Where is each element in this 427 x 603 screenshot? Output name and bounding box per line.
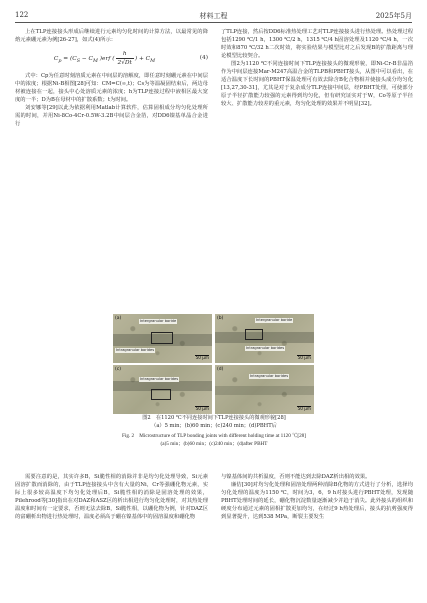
issue-date: 2025年5月: [375, 12, 412, 20]
micrograph-d: [215, 365, 314, 414]
scale-bar: 50 μm: [195, 405, 209, 411]
figure-caption-en: Fig. 2 Microstructure of TLP bonding joints with different holding time at 1120 ℃[28]: [122, 433, 306, 439]
paragraph: 式中：Cp为任意时刻溶质元素在中间层的溶解度，即任意时刻硼元素在中间层中的浓度；根据Ni-B相图[28]可知：CM=C(∞,t)；Cs为等温凝固结束后，两边母材被连接在一起，接头中心处溶质元素的浓度；h为TLP连接过程中液相区最大宽度的一半；D为B在母材中的扩散系数；t为时间。: [15, 73, 208, 104]
right-column-top: [221, 28, 413, 108]
running-header: [0, 0, 427, 24]
right-column-bottom: [221, 473, 413, 521]
label-intragranular-borides: Intragranular borides: [246, 346, 285, 350]
equation-fraction: $\frac{h}{2√Dt}$: [117, 50, 132, 66]
left-column-top: [15, 28, 208, 128]
label-intragranular-borides: Intragranular borides: [250, 374, 289, 378]
micrograph-b: [215, 314, 314, 363]
paragraph: 了TLP连接，然后按DD6标准热处理工艺对TLP连接接头进行热处理。热处理过程包括1290 ℃/1 h，1300 ℃/2 h，1315 ℃/4 h固溶处理及1120 ℃/4 h，一次时效和870 ℃/32 h二次时效，将实验结果与模型比对之后发现B的扩散距离与理论模型比较契合。: [221, 29, 414, 60]
panel-tag: (a): [115, 316, 122, 321]
label-intergranular-boride: Intergranular boride: [256, 318, 293, 322]
equation-4: [15, 47, 208, 69]
header-rule: [15, 22, 412, 23]
figure-caption-cn-sub: （a）5 min；(b)60 min；(c)240 min；(d)PBHT后: [151, 423, 277, 429]
panel-tag: (c): [115, 367, 121, 372]
label-intragranular-borides: Intragranular borides: [116, 348, 155, 352]
paragraph: 与镍基体间的共析温度，否则不能达到去除DAZ析出相的效果。: [221, 474, 371, 480]
figure-caption-en-sub: (a)5 min；(b)60 min；(c)240 min；(d)after PBHT: [160, 441, 268, 447]
scale-bar: 50 μm: [297, 354, 311, 360]
scale-bar: 50 μm: [297, 405, 311, 411]
label-intergranular-boride: Intergranular boride: [140, 319, 177, 323]
paragraph: 廉佶[30]对均匀化处理和固溶处理两种消除B化物的方式进行了分析，选择均匀化处理的温度为1150 ℃，时间为3，6，9 h对接头进行PBHT处理，发现随PBHT处理时间的延长，硼化物沉淀数量逐渐减少并趋于消失。此外接头的组织和硬度分布通过元素的固相扩散更加均匀，在经过9 h热处理后，接头的抗剪强度得到显著提升，达到538 MPa，断裂主要发生: [221, 482, 413, 521]
panel-tag: (b): [217, 316, 224, 321]
paragraph: 图2为1120 ℃不同连接时间下TLP连接接头的微观形貌，即Ni-Cr-B非晶箔作为中间层连接Mar-M247高温合金的TLPB和PBHT接头，从图中可以看出，在适合温度下长时间的PBHT保温处理可有效去除含B化合物相并使接头成分均匀化[13,27,30-31]，尤其是对于复杂成分TLP连接中间层，经PBHT处理，可使部分原子半径扩散能力较强的元素得到均匀化，但有研究证实对于W，Co等原子半径较大、扩散能力较差的重元素，均匀化处理的效果并不明显[32]。: [221, 61, 413, 108]
figure-2: [113, 314, 314, 414]
page-number: 122: [15, 11, 29, 19]
scale-bar: 50 μm: [195, 354, 209, 360]
paragraph: 刘安娜等[29]以此为依据利用Matlab计算软件，估算固相成分均匀化处理所需的时间，并用Ni-8Co-4Cr-0.5W-3.2B中间层合金箔，对DD6镍基单晶合金进行: [15, 105, 208, 128]
micrograph-c: [113, 365, 212, 414]
micrograph-a: [113, 314, 212, 363]
panel-tag: (d): [217, 367, 224, 372]
paragraph: 上在TLP连接接头形成后继续进行元素均匀化时间的计算方法，以最常见的降熔元素硼元素为例[26-27]，如式(4)所示：: [15, 29, 208, 44]
equation-number: (4): [199, 55, 208, 62]
journal-name: 材料工程: [199, 12, 228, 20]
label-intragranular-borides: Intragranular borides: [140, 377, 179, 381]
left-column-bottom: [15, 473, 208, 521]
paragraph: 需要注意的是，其实许多B，Si脆性相的消除并非是均匀化处理导致，Si元素固溶扩散而消除的，由于TLP连接接头中含有大量的Ni，Cr等强硼化物元素，实际上很多较高温度下均匀化处理后B，Si脆性相的消除是固溶处理的效果，Pilehrood等[30]指出在对DAZ和ASZ区的析出相进行均匀化处理时，对其热处理温度和时间有一定要求，否则无法去除B，Si脆性相，以硼化物为例，针对DAZ区的富硼析出物进行热处理时，温度必须高于硼在镍基体中的固溶温度和硼化物: [15, 474, 208, 521]
equation-body: $C_p = (C_S - C_M$ )erf ( $\frac{h}{2√Dt}$ ) + $C_M$: [53, 50, 156, 66]
figure-caption-cn: 图2 在1120 ℃不同连接时间下TLP连接接头的微观形貌[28]: [142, 415, 286, 421]
